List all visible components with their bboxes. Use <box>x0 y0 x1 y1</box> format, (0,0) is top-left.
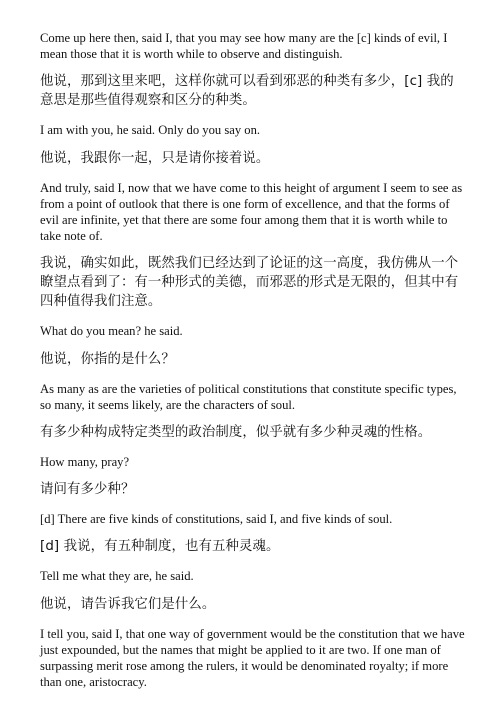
paragraph-en-6: How many, pray? <box>40 455 130 470</box>
paragraph-zh-6: 请问有多少种？ <box>40 482 135 498</box>
paragraph-en-4: What do you mean? he said. <box>40 324 183 339</box>
paragraph-zh-4: 他说，你指的是什么？ <box>40 351 175 367</box>
paragraph-en-2: I am with you, he said. Only do you say on. <box>40 123 261 138</box>
paragraph-zh-5: 有多少种构成特定类型的政治制度，似乎就有多少种灵魂的性格。 <box>40 425 432 441</box>
paragraph-zh-8: 他说，请告诉我它们是什么。 <box>40 596 216 612</box>
paragraph-zh-3: 我说，确实如此，既然我们已经达到了论证的这一高度，我仿佛从一个瞭望点看到了：有一种形式的美德，而邪恶的形式是无限的，但其中有四种值得我们注意。 <box>40 256 459 310</box>
paragraph-en-5: As many as are the varieties of political constitutions that constitute specific types, so many, it seems likely, are the characters of soul. <box>40 381 457 412</box>
paragraph-zh-2: 他说，我跟你一起，只是请你接着说。 <box>40 150 270 166</box>
paragraph-zh-1: 他说，那到这里来吧，这样你就可以看到邪恶的种类有多少，[c] 我的意思是那些值得观察和区分的种类。 <box>40 74 454 109</box>
paragraph-en-7: [d] There are five kinds of constitutions, said I, and five kinds of soul. <box>40 512 393 527</box>
document-page <box>40 30 465 690</box>
paragraph-en-8: Tell me what they are, he said. <box>40 569 194 584</box>
paragraph-en-3: And truly, said I, now that we have come to this height of argument I seem to see as from a point of outlook that there is one form of excellence, and that the forms of evil are infinite, yet that there are some four among them that it is worth while to take note of. <box>40 180 463 244</box>
paragraph-zh-7: [d] 我说，有五种制度，也有五种灵魂。 <box>40 539 280 555</box>
paragraph-en-9: I tell you, said I, that one way of government would be the constitution that we have just expounded, but the names that might be applied to it are two. If one man of surpassing merit rose among the rulers, it would be denominated royalty; if more than one, aristocracy. <box>40 626 465 690</box>
paragraph-en-1: Come up here then, said I, that you may see how many are the [c] kinds of evil, I mean those that it is worth while to observe and distinguish. <box>40 31 448 62</box>
